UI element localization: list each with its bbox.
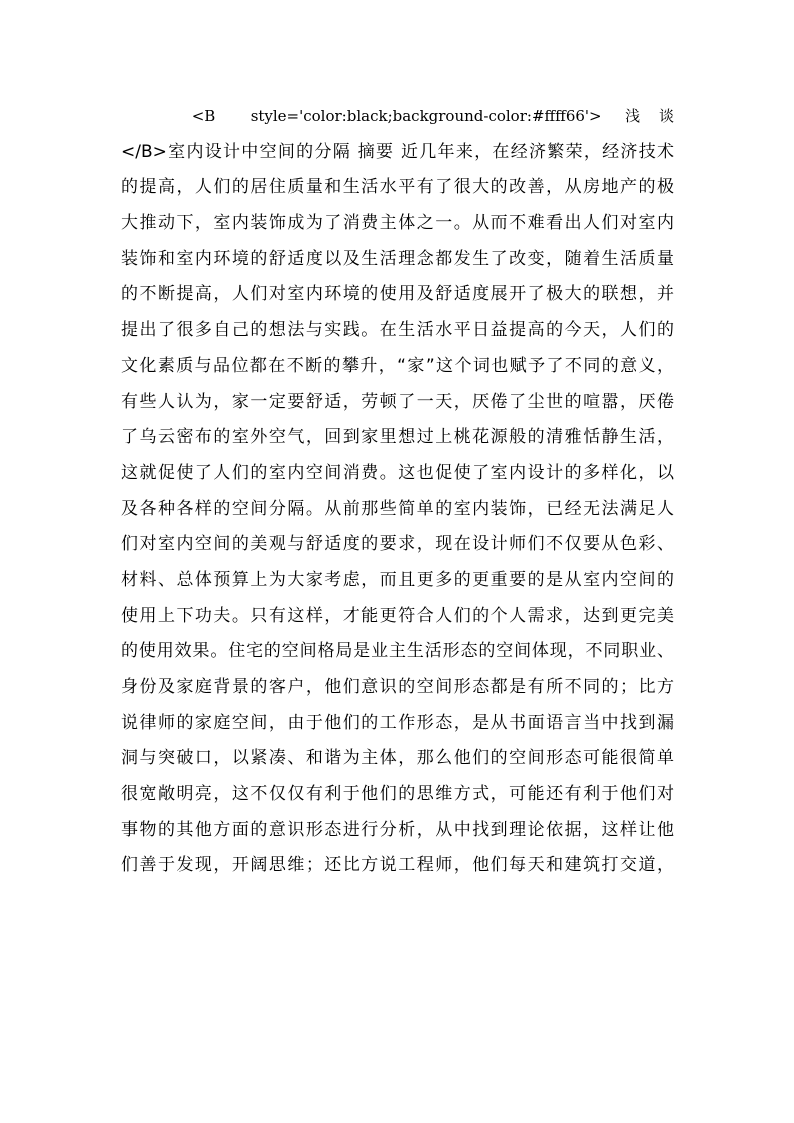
text-line: 这就促使了人们的室内空间消费。这也促使了室内设计的多样化，以 xyxy=(121,462,674,483)
body-text xyxy=(121,103,674,888)
text-line: 们善于发现，开阔思维；还比方说工程师，他们每天和建筑打交道， xyxy=(121,855,674,876)
text-line: 身份及家庭背景的客户，他们意识的空间形态都是有所不同的；比方 xyxy=(121,677,674,697)
text-line: 使用上下功夫。只有这样，才能更符合人们的个人需求，达到更完美 xyxy=(121,605,674,626)
text-line: </B>室内设计中空间的分隔 摘要 近几年来，在经济繁荣，经济技术 xyxy=(121,141,674,162)
text-line: 的提高，人们的居住质量和生活水平有了很大的改善，从房地产的极 xyxy=(121,177,674,198)
text-line: 有些人认为，家一定要舒适，劳顿了一天，厌倦了尘世的喧嚣，厌倦 xyxy=(121,391,674,412)
text-line: 及各种各样的空间分隔。从前那些简单的室内装饰，已经无法满足人 xyxy=(121,498,674,519)
text-line: 装饰和室内环境的舒适度以及生活理念都发生了改变，随着生活质量 xyxy=(121,248,674,269)
text-line: 材料、总体预算上为大家考虑，而且更多的更重要的是从室内空间的 xyxy=(121,569,674,590)
text-line: 的不断提高，人们对室内环境的使用及舒适度展开了极大的联想，并 xyxy=(121,284,674,305)
text-line: 大推动下，室内装饰成为了消费主体之一。从而不难看出人们对室内 xyxy=(121,213,674,234)
text-line: 事物的其他方面的意识形态进行分析，从中找到理论依据，这样让他 xyxy=(121,819,674,840)
text-line: 文化素质与品位都在不断的攀升，“家”这个词也赋予了不同的意义， xyxy=(121,355,674,376)
text-line: 了乌云密布的室外空气，回到家里想过上桃花源般的清雅恬静生活， xyxy=(121,427,674,448)
text-line: 很宽敞明亮，这不仅仅有利于他们的思维方式，可能还有利于他们对 xyxy=(121,784,674,805)
text-line: 的使用效果。住宅的空间格局是业主生活形态的空间体现，不同职业、 xyxy=(121,641,674,662)
text-line: 提出了很多自己的想法与实践。在生活水平日益提高的今天，人们的 xyxy=(121,320,674,341)
text-line: 说律师的家庭空间，由于他们的工作形态，是从书面语言当中找到漏 xyxy=(121,712,674,733)
text-line xyxy=(121,103,674,139)
text-line: 们对室内空间的美观与舒适度的要求，现在设计师们不仅要从色彩、 xyxy=(121,534,674,555)
text-line-content: <B style='color:black;background-color:#ffff66'> 浅 谈 xyxy=(121,107,674,125)
text-line: 洞与突破口，以紧凑、和谐为主体，那么他们的空间形态可能很简单 xyxy=(121,748,674,769)
